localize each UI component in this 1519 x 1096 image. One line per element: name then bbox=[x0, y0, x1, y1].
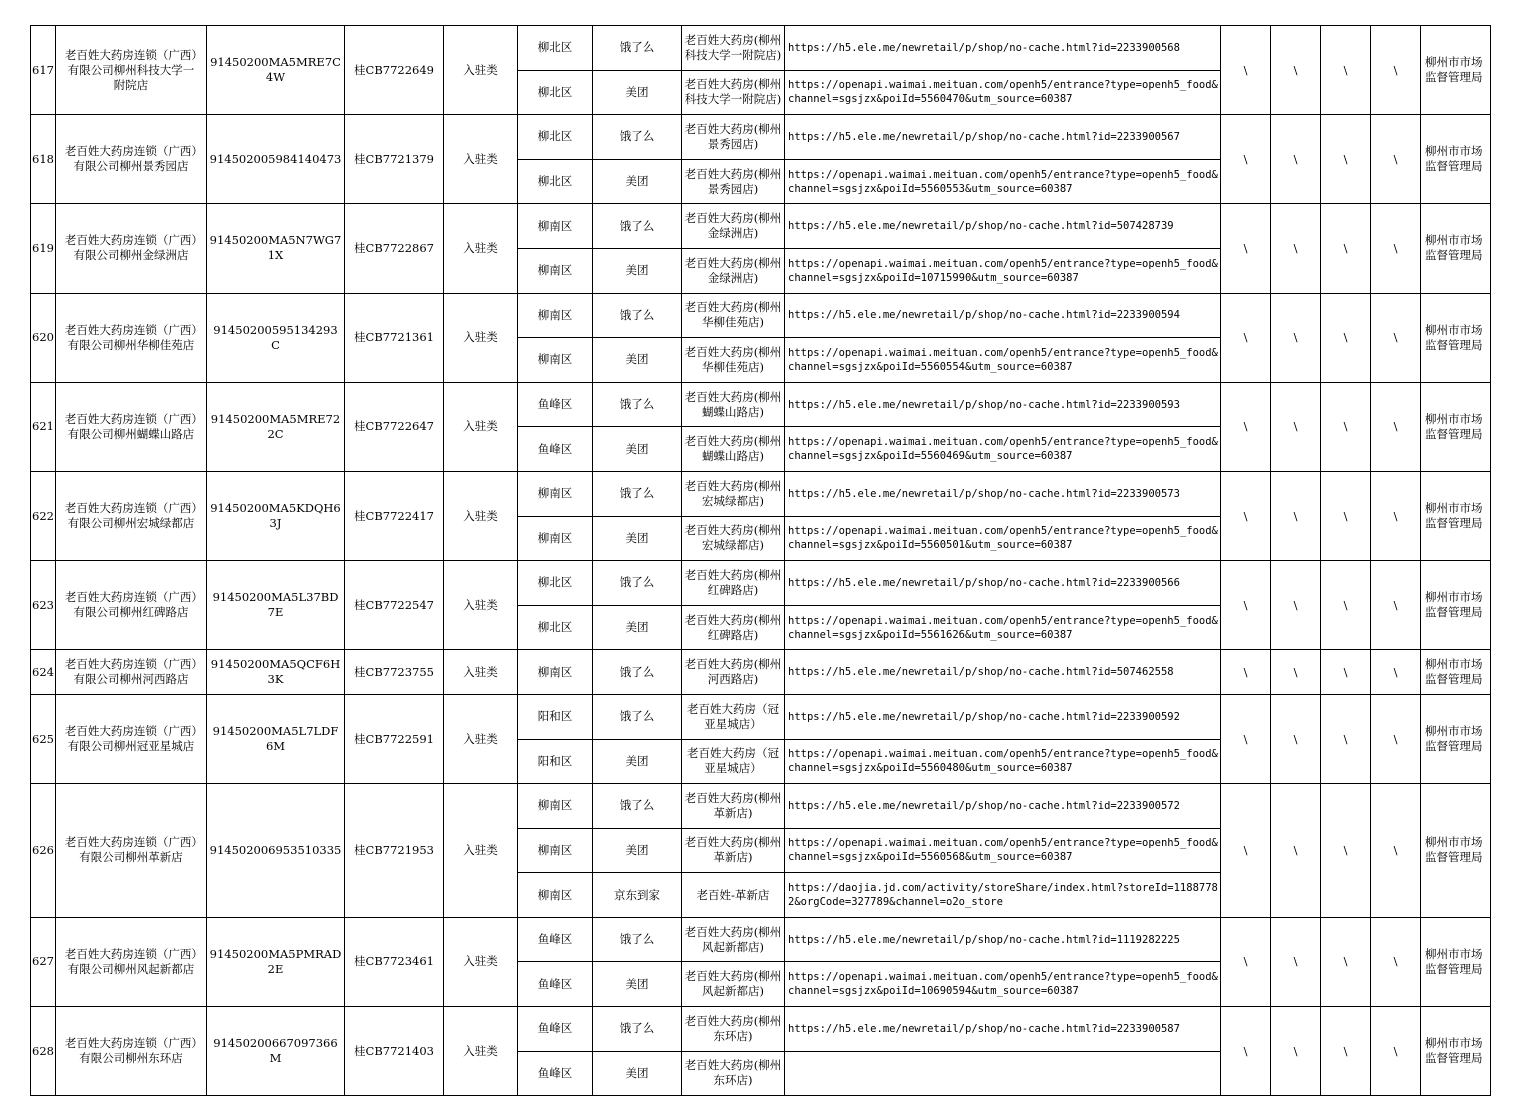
credit-code: 914502005984140473 bbox=[207, 115, 345, 204]
empty-mark: \ bbox=[1321, 382, 1371, 471]
license-number: 桂CB7721953 bbox=[345, 784, 444, 918]
platform-name: 饿了么 bbox=[593, 784, 682, 829]
empty-mark: \ bbox=[1321, 917, 1371, 1006]
row-number: 625 bbox=[31, 694, 56, 783]
credit-code: 91450200MA5MRE722C bbox=[207, 382, 345, 471]
empty-mark: \ bbox=[1321, 694, 1371, 783]
company-name: 老百姓大药房连锁（广西）有限公司柳州革新店 bbox=[56, 784, 207, 918]
shop-url: https://openapi.waimai.meituan.com/openh5/entrance?type=openh5_food&channel=sgsjzx&poiId=5560480&utm_source=60387 bbox=[785, 739, 1221, 784]
table-row bbox=[31, 471, 1491, 516]
shop-name: 老百姓大药房(柳州风起新都店) bbox=[682, 917, 785, 962]
empty-mark: \ bbox=[1321, 561, 1371, 650]
entry-type: 入驻类 bbox=[444, 382, 518, 471]
empty-mark: \ bbox=[1271, 115, 1321, 204]
empty-mark: \ bbox=[1371, 293, 1421, 382]
company-name: 老百姓大药房连锁（广西）有限公司柳州华柳佳苑店 bbox=[56, 293, 207, 382]
company-name: 老百姓大药房连锁（广西）有限公司柳州金绿洲店 bbox=[56, 204, 207, 293]
district: 鱼峰区 bbox=[518, 427, 593, 472]
shop-url: https://openapi.waimai.meituan.com/openh5/entrance?type=openh5_food&channel=sgsjzx&poiId=10715990&utm_source=60387 bbox=[785, 248, 1221, 293]
shop-name: 老百姓大药房(柳州科技大学一附院店) bbox=[682, 70, 785, 115]
district: 柳南区 bbox=[518, 338, 593, 383]
shop-url: https://h5.ele.me/newretail/p/shop/no-cache.html?id=2233900592 bbox=[785, 694, 1221, 739]
shop-url: https://openapi.waimai.meituan.com/openh5/entrance?type=openh5_food&channel=sgsjzx&poiId=10690594&utm_source=60387 bbox=[785, 962, 1221, 1007]
shop-name: 老百姓大药房（冠亚星城店） bbox=[682, 739, 785, 784]
shop-name: 老百姓大药房(柳州金绿洲店) bbox=[682, 248, 785, 293]
shop-url: https://h5.ele.me/newretail/p/shop/no-cache.html?id=2233900593 bbox=[785, 382, 1221, 427]
shop-url: https://h5.ele.me/newretail/p/shop/no-cache.html?id=507428739 bbox=[785, 204, 1221, 249]
shop-url: https://h5.ele.me/newretail/p/shop/no-cache.html?id=2233900572 bbox=[785, 784, 1221, 829]
row-number: 628 bbox=[31, 1007, 56, 1096]
empty-mark: \ bbox=[1271, 1007, 1321, 1096]
row-number: 626 bbox=[31, 784, 56, 918]
shop-name: 老百姓大药房(柳州华柳佳苑店) bbox=[682, 293, 785, 338]
company-name: 老百姓大药房连锁（广西）有限公司柳州东环店 bbox=[56, 1007, 207, 1096]
district: 柳南区 bbox=[518, 873, 593, 918]
platform-name: 饿了么 bbox=[593, 650, 682, 695]
shop-name: 老百姓-革新店 bbox=[682, 873, 785, 918]
shop-name: 老百姓大药房(柳州风起新都店) bbox=[682, 962, 785, 1007]
shop-name: 老百姓大药房(柳州红碑路店) bbox=[682, 561, 785, 606]
authority: 柳州市市场监督管理局 bbox=[1421, 293, 1491, 382]
shop-name: 老百姓大药房(柳州华柳佳苑店) bbox=[682, 338, 785, 383]
district: 柳南区 bbox=[518, 516, 593, 561]
shop-url: https://openapi.waimai.meituan.com/openh5/entrance?type=openh5_food&channel=sgsjzx&poiId=5561626&utm_source=60387 bbox=[785, 605, 1221, 650]
empty-mark: \ bbox=[1271, 917, 1321, 1006]
row-number: 624 bbox=[31, 650, 56, 695]
platform-name: 美团 bbox=[593, 159, 682, 204]
shop-url: https://h5.ele.me/newretail/p/shop/no-cache.html?id=507462558 bbox=[785, 650, 1221, 695]
district: 鱼峰区 bbox=[518, 1007, 593, 1052]
entry-type: 入驻类 bbox=[444, 694, 518, 783]
empty-mark: \ bbox=[1221, 293, 1271, 382]
shop-url: https://h5.ele.me/newretail/p/shop/no-cache.html?id=1119282225 bbox=[785, 917, 1221, 962]
entry-type: 入驻类 bbox=[444, 650, 518, 695]
authority: 柳州市市场监督管理局 bbox=[1421, 1007, 1491, 1096]
empty-mark: \ bbox=[1321, 293, 1371, 382]
platform-name: 饿了么 bbox=[593, 293, 682, 338]
empty-mark: \ bbox=[1221, 784, 1271, 918]
authority: 柳州市市场监督管理局 bbox=[1421, 694, 1491, 783]
row-number: 619 bbox=[31, 204, 56, 293]
platform-name: 饿了么 bbox=[593, 1007, 682, 1052]
company-name: 老百姓大药房连锁（广西）有限公司柳州科技大学一附院店 bbox=[56, 26, 207, 115]
license-number: 桂CB7722417 bbox=[345, 471, 444, 560]
shop-name: 老百姓大药房(柳州景秀园店) bbox=[682, 159, 785, 204]
table-body bbox=[31, 26, 1491, 1096]
entry-type: 入驻类 bbox=[444, 293, 518, 382]
platform-name: 美团 bbox=[593, 828, 682, 873]
platform-name: 美团 bbox=[593, 605, 682, 650]
empty-mark: \ bbox=[1371, 694, 1421, 783]
license-number: 桂CB7722591 bbox=[345, 694, 444, 783]
empty-mark: \ bbox=[1321, 26, 1371, 115]
license-number: 桂CB7722867 bbox=[345, 204, 444, 293]
authority: 柳州市市场监督管理局 bbox=[1421, 382, 1491, 471]
empty-mark: \ bbox=[1271, 471, 1321, 560]
platform-name: 美团 bbox=[593, 427, 682, 472]
shop-url: https://h5.ele.me/newretail/p/shop/no-cache.html?id=2233900594 bbox=[785, 293, 1221, 338]
credit-code: 91450200MA5PMRAD2E bbox=[207, 917, 345, 1006]
district: 柳北区 bbox=[518, 561, 593, 606]
empty-mark: \ bbox=[1321, 784, 1371, 918]
license-number: 桂CB7723461 bbox=[345, 917, 444, 1006]
empty-mark: \ bbox=[1371, 382, 1421, 471]
empty-mark: \ bbox=[1271, 561, 1321, 650]
empty-mark: \ bbox=[1371, 650, 1421, 695]
district: 柳北区 bbox=[518, 70, 593, 115]
empty-mark: \ bbox=[1221, 26, 1271, 115]
district: 阳和区 bbox=[518, 739, 593, 784]
empty-mark: \ bbox=[1371, 917, 1421, 1006]
district: 柳南区 bbox=[518, 828, 593, 873]
authority: 柳州市市场监督管理局 bbox=[1421, 561, 1491, 650]
platform-name: 美团 bbox=[593, 338, 682, 383]
shop-name: 老百姓大药房(柳州蝴蝶山路店) bbox=[682, 382, 785, 427]
row-number: 627 bbox=[31, 917, 56, 1006]
license-number: 桂CB7722647 bbox=[345, 382, 444, 471]
company-name: 老百姓大药房连锁（广西）有限公司柳州风起新都店 bbox=[56, 917, 207, 1006]
shop-name: 老百姓大药房(柳州科技大学一附院店) bbox=[682, 26, 785, 71]
row-number: 622 bbox=[31, 471, 56, 560]
district: 柳北区 bbox=[518, 159, 593, 204]
entry-type: 入驻类 bbox=[444, 1007, 518, 1096]
empty-mark: \ bbox=[1221, 694, 1271, 783]
district: 阳和区 bbox=[518, 694, 593, 739]
row-number: 618 bbox=[31, 115, 56, 204]
empty-mark: \ bbox=[1321, 650, 1371, 695]
empty-mark: \ bbox=[1371, 561, 1421, 650]
entry-type: 入驻类 bbox=[444, 471, 518, 560]
empty-mark: \ bbox=[1221, 917, 1271, 1006]
shop-url: https://h5.ele.me/newretail/p/shop/no-cache.html?id=2233900587 bbox=[785, 1007, 1221, 1052]
platform-name: 饿了么 bbox=[593, 26, 682, 71]
empty-mark: \ bbox=[1371, 1007, 1421, 1096]
empty-mark: \ bbox=[1221, 650, 1271, 695]
shop-url: https://openapi.waimai.meituan.com/openh5/entrance?type=openh5_food&channel=sgsjzx&poiId=5560469&utm_source=60387 bbox=[785, 427, 1221, 472]
row-number: 621 bbox=[31, 382, 56, 471]
empty-mark: \ bbox=[1321, 204, 1371, 293]
empty-mark: \ bbox=[1321, 471, 1371, 560]
entry-type: 入驻类 bbox=[444, 917, 518, 1006]
credit-code: 91450200MA5MRE7C4W bbox=[207, 26, 345, 115]
district: 柳南区 bbox=[518, 471, 593, 516]
shop-url: https://daojia.jd.com/activity/storeShare/index.html?storeId=11887782&orgCode=327789&channel=o2o_store bbox=[785, 873, 1221, 918]
empty-mark: \ bbox=[1221, 1007, 1271, 1096]
empty-mark: \ bbox=[1321, 1007, 1371, 1096]
empty-mark: \ bbox=[1221, 115, 1271, 204]
district: 柳南区 bbox=[518, 650, 593, 695]
shop-name: 老百姓大药房(柳州景秀园店) bbox=[682, 115, 785, 160]
shop-url bbox=[785, 1051, 1221, 1096]
platform-name: 饿了么 bbox=[593, 561, 682, 606]
entry-type: 入驻类 bbox=[444, 561, 518, 650]
license-number: 桂CB7721403 bbox=[345, 1007, 444, 1096]
table-row bbox=[31, 382, 1491, 427]
platform-name: 美团 bbox=[593, 516, 682, 561]
shop-url: https://h5.ele.me/newretail/p/shop/no-cache.html?id=2233900567 bbox=[785, 115, 1221, 160]
table-row bbox=[31, 694, 1491, 739]
row-number: 617 bbox=[31, 26, 56, 115]
credit-code: 91450200MA5L7LDF6M bbox=[207, 694, 345, 783]
license-number: 桂CB7722547 bbox=[345, 561, 444, 650]
empty-mark: \ bbox=[1221, 561, 1271, 650]
row-number: 623 bbox=[31, 561, 56, 650]
empty-mark: \ bbox=[1271, 382, 1321, 471]
table-row bbox=[31, 115, 1491, 160]
authority: 柳州市市场监督管理局 bbox=[1421, 650, 1491, 695]
district: 柳南区 bbox=[518, 293, 593, 338]
shop-name: 老百姓大药房(柳州革新店) bbox=[682, 828, 785, 873]
shop-url: https://openapi.waimai.meituan.com/openh5/entrance?type=openh5_food&channel=sgsjzx&poiId=5560501&utm_source=60387 bbox=[785, 516, 1221, 561]
table-row bbox=[31, 561, 1491, 606]
district: 柳南区 bbox=[518, 248, 593, 293]
table-row bbox=[31, 1007, 1491, 1052]
license-number: 桂CB7723755 bbox=[345, 650, 444, 695]
authority: 柳州市市场监督管理局 bbox=[1421, 26, 1491, 115]
empty-mark: \ bbox=[1371, 26, 1421, 115]
empty-mark: \ bbox=[1371, 204, 1421, 293]
platform-name: 饿了么 bbox=[593, 382, 682, 427]
authority: 柳州市市场监督管理局 bbox=[1421, 471, 1491, 560]
credit-code: 91450200667097366M bbox=[207, 1007, 345, 1096]
shop-name: 老百姓大药房(柳州红碑路店) bbox=[682, 605, 785, 650]
entry-type: 入驻类 bbox=[444, 204, 518, 293]
entry-type: 入驻类 bbox=[444, 115, 518, 204]
credit-code: 91450200595134293C bbox=[207, 293, 345, 382]
shop-url: https://openapi.waimai.meituan.com/openh5/entrance?type=openh5_food&channel=sgsjzx&poiId=5560553&utm_source=60387 bbox=[785, 159, 1221, 204]
platform-name: 饿了么 bbox=[593, 917, 682, 962]
empty-mark: \ bbox=[1371, 471, 1421, 560]
authority: 柳州市市场监督管理局 bbox=[1421, 917, 1491, 1006]
store-table bbox=[30, 25, 1491, 1096]
district: 柳北区 bbox=[518, 115, 593, 160]
empty-mark: \ bbox=[1271, 293, 1321, 382]
shop-url: https://h5.ele.me/newretail/p/shop/no-cache.html?id=2233900573 bbox=[785, 471, 1221, 516]
table-row bbox=[31, 650, 1491, 695]
platform-name: 美团 bbox=[593, 248, 682, 293]
row-number: 620 bbox=[31, 293, 56, 382]
shop-name: 老百姓大药房(柳州金绿洲店) bbox=[682, 204, 785, 249]
district: 鱼峰区 bbox=[518, 962, 593, 1007]
empty-mark: \ bbox=[1271, 204, 1321, 293]
district: 鱼峰区 bbox=[518, 1051, 593, 1096]
shop-name: 老百姓大药房（冠亚星城店） bbox=[682, 694, 785, 739]
shop-url: https://h5.ele.me/newretail/p/shop/no-cache.html?id=2233900566 bbox=[785, 561, 1221, 606]
table-row bbox=[31, 917, 1491, 962]
shop-url: https://openapi.waimai.meituan.com/openh5/entrance?type=openh5_food&channel=sgsjzx&poiId=5560554&utm_source=60387 bbox=[785, 338, 1221, 383]
table-row bbox=[31, 26, 1491, 71]
license-number: 桂CB7721361 bbox=[345, 293, 444, 382]
platform-name: 饿了么 bbox=[593, 471, 682, 516]
company-name: 老百姓大药房连锁（广西）有限公司柳州冠亚星城店 bbox=[56, 694, 207, 783]
entry-type: 入驻类 bbox=[444, 26, 518, 115]
license-number: 桂CB7721379 bbox=[345, 115, 444, 204]
district: 鱼峰区 bbox=[518, 917, 593, 962]
store-listing-sheet bbox=[30, 25, 1490, 1088]
district: 柳南区 bbox=[518, 204, 593, 249]
table-row bbox=[31, 204, 1491, 249]
shop-name: 老百姓大药房(柳州东环店) bbox=[682, 1007, 785, 1052]
shop-url: https://openapi.waimai.meituan.com/openh5/entrance?type=openh5_food&channel=sgsjzx&poiId=5560470&utm_source=60387 bbox=[785, 70, 1221, 115]
platform-name: 美团 bbox=[593, 70, 682, 115]
credit-code: 91450200MA5N7WG71X bbox=[207, 204, 345, 293]
shop-name: 老百姓大药房(柳州东环店) bbox=[682, 1051, 785, 1096]
platform-name: 美团 bbox=[593, 962, 682, 1007]
platform-name: 美团 bbox=[593, 739, 682, 784]
credit-code: 91450200MA5KDQH63J bbox=[207, 471, 345, 560]
credit-code: 91450200MA5L37BD7E bbox=[207, 561, 345, 650]
entry-type: 入驻类 bbox=[444, 784, 518, 918]
district: 柳北区 bbox=[518, 26, 593, 71]
platform-name: 饿了么 bbox=[593, 115, 682, 160]
shop-name: 老百姓大药房(柳州宏城绿都店) bbox=[682, 471, 785, 516]
empty-mark: \ bbox=[1371, 115, 1421, 204]
credit-code: 914502006953510335 bbox=[207, 784, 345, 918]
shop-url: https://h5.ele.me/newretail/p/shop/no-cache.html?id=2233900568 bbox=[785, 26, 1221, 71]
company-name: 老百姓大药房连锁（广西）有限公司柳州蝴蝶山路店 bbox=[56, 382, 207, 471]
empty-mark: \ bbox=[1321, 115, 1371, 204]
shop-name: 老百姓大药房(柳州宏城绿都店) bbox=[682, 516, 785, 561]
platform-name: 饿了么 bbox=[593, 694, 682, 739]
platform-name: 京东到家 bbox=[593, 873, 682, 918]
empty-mark: \ bbox=[1271, 650, 1321, 695]
empty-mark: \ bbox=[1271, 26, 1321, 115]
empty-mark: \ bbox=[1271, 694, 1321, 783]
empty-mark: \ bbox=[1221, 382, 1271, 471]
district: 柳南区 bbox=[518, 784, 593, 829]
shop-name: 老百姓大药房(柳州革新店) bbox=[682, 784, 785, 829]
empty-mark: \ bbox=[1221, 204, 1271, 293]
empty-mark: \ bbox=[1271, 784, 1321, 918]
table-row bbox=[31, 784, 1491, 829]
company-name: 老百姓大药房连锁（广西）有限公司柳州宏城绿都店 bbox=[56, 471, 207, 560]
company-name: 老百姓大药房连锁（广西）有限公司柳州景秀园店 bbox=[56, 115, 207, 204]
table-row bbox=[31, 293, 1491, 338]
license-number: 桂CB7722649 bbox=[345, 26, 444, 115]
district: 鱼峰区 bbox=[518, 382, 593, 427]
company-name: 老百姓大药房连锁（广西）有限公司柳州红碑路店 bbox=[56, 561, 207, 650]
empty-mark: \ bbox=[1221, 471, 1271, 560]
company-name: 老百姓大药房连锁（广西）有限公司柳州河西路店 bbox=[56, 650, 207, 695]
shop-name: 老百姓大药房(柳州河西路店) bbox=[682, 650, 785, 695]
credit-code: 91450200MA5QCF6H3K bbox=[207, 650, 345, 695]
empty-mark: \ bbox=[1371, 784, 1421, 918]
authority: 柳州市市场监督管理局 bbox=[1421, 115, 1491, 204]
shop-url: https://openapi.waimai.meituan.com/openh5/entrance?type=openh5_food&channel=sgsjzx&poiId=5560568&utm_source=60387 bbox=[785, 828, 1221, 873]
shop-name: 老百姓大药房(柳州蝴蝶山路店) bbox=[682, 427, 785, 472]
district: 柳北区 bbox=[518, 605, 593, 650]
authority: 柳州市市场监督管理局 bbox=[1421, 204, 1491, 293]
authority: 柳州市市场监督管理局 bbox=[1421, 784, 1491, 918]
platform-name: 美团 bbox=[593, 1051, 682, 1096]
platform-name: 饿了么 bbox=[593, 204, 682, 249]
